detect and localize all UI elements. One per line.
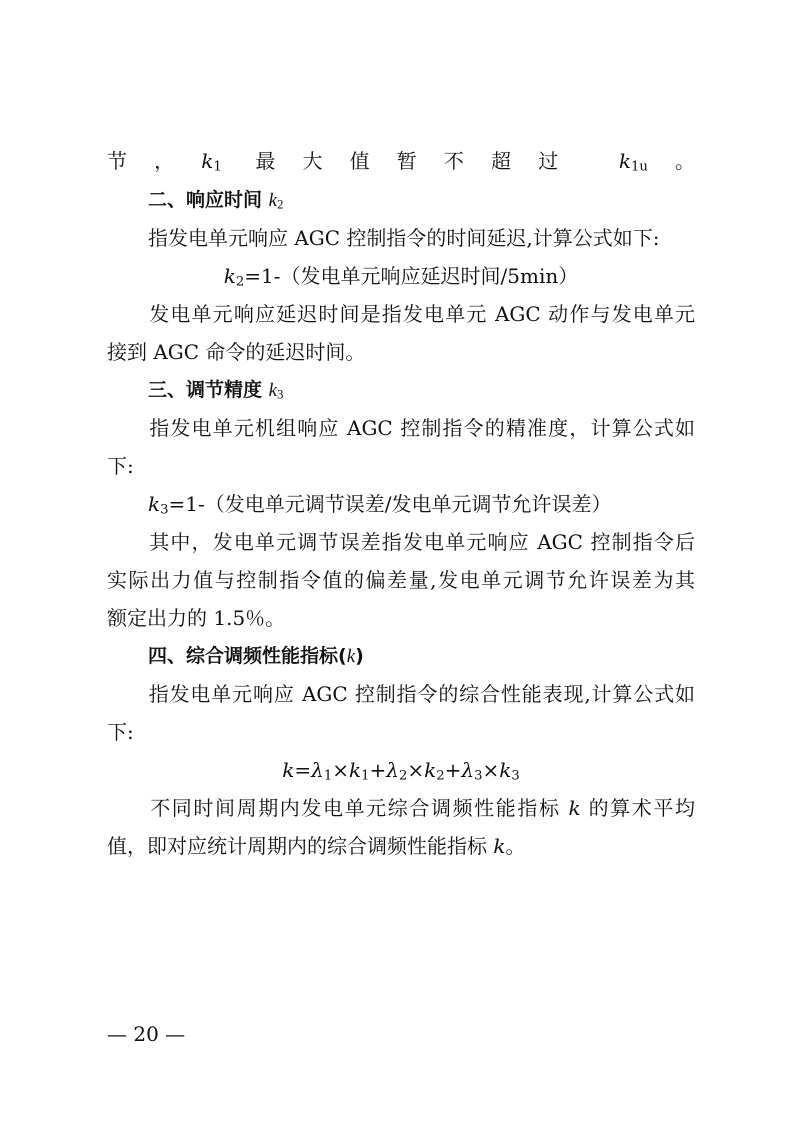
- text-line-15: 指发电单元响应 AGC 控制指令的综合性能表现,计算公式如: [107, 682, 695, 706]
- text-line-1: 节，$k_1$ 最大值暂不超过 $k_{1u}$。: [107, 149, 696, 175]
- text-line-19: 值，即对应统计周期内的综合调频性能指标 k。: [107, 834, 526, 858]
- text-line-17: $k=\lambda_1\times k_1+\lambda_2\times k_2+\lambda_3\times k_3$: [282, 758, 520, 784]
- text-line-7: 三、调节精度 $k_3$: [148, 379, 284, 402]
- text-line-6: 接到 AGC 命令的延迟时间。: [107, 340, 366, 364]
- page-number: — 20 —: [107, 1022, 186, 1046]
- text-line-13: 额定出力的 1.5％。: [107, 606, 286, 630]
- text-line-18: 不同时间周期内发电单元综合调频性能指标 k 的算术平均: [107, 796, 696, 820]
- text-line-2: 二、响应时间 $k_2$: [148, 189, 284, 212]
- text-line-3: 指发电单元响应 AGC 控制指令的时间延迟,计算公式如下:: [148, 226, 660, 250]
- text-line-11: 其中，发电单元调节误差指发电单元响应 AGC 控制指令后: [107, 530, 695, 554]
- text-line-10: $k_3=1-$（发电单元调节误差/发电单元调节允许误差）: [148, 492, 612, 518]
- text-line-12: 实际出力值与控制指令值的偏差量,发电单元调节允许误差为其: [107, 568, 695, 592]
- text-line-9: 下:: [107, 454, 134, 478]
- text-line-4: $k_2=1-$（发电单元响应延迟时间/5min）: [223, 264, 579, 290]
- text-line-8: 指发电单元机组响应 AGC 控制指令的精准度，计算公式如: [107, 416, 695, 440]
- text-line-14: 四、综合调频性能指标(k): [148, 645, 364, 667]
- text-line-5: 发电单元响应延迟时间是指发电单元 AGC 动作与发电单元: [107, 302, 695, 326]
- text-line-16: 下:: [107, 720, 134, 744]
